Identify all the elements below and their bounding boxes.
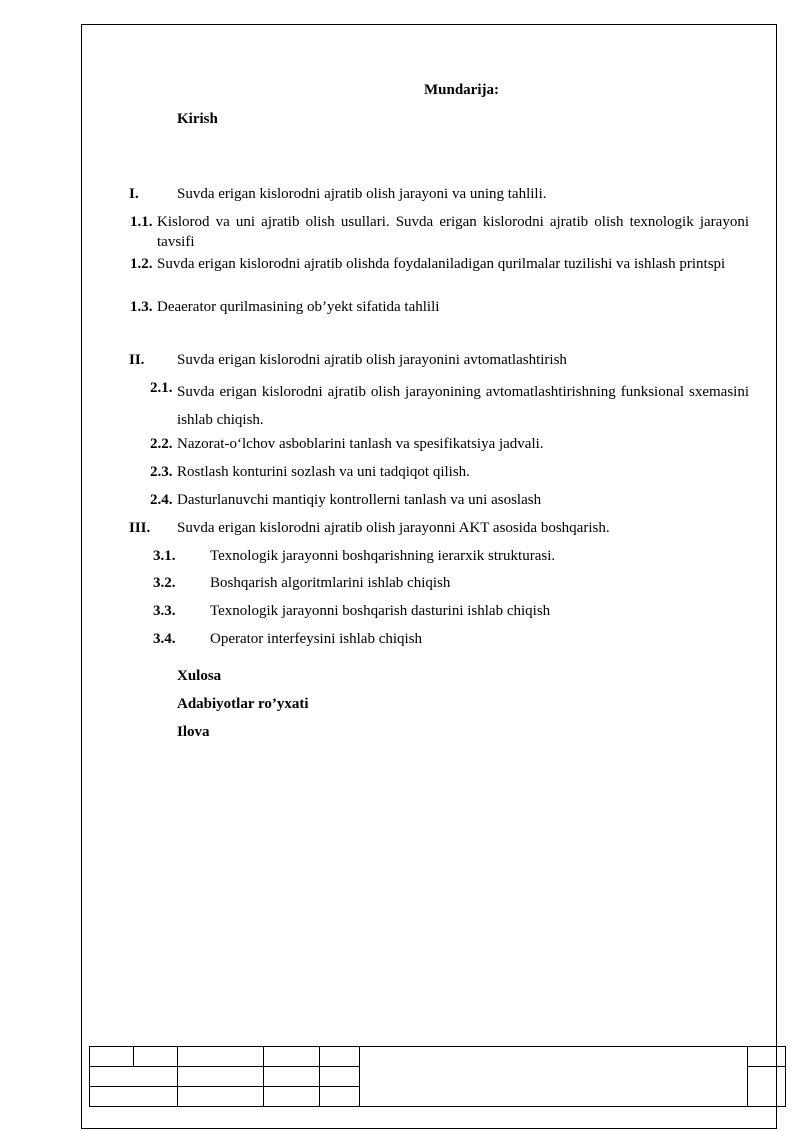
section-1-number: I.	[129, 186, 139, 202]
toc-intro: Kirish	[177, 111, 218, 127]
item-3-4-text: Operator interfeysini ishlab chiqish	[210, 631, 423, 647]
item-2-4-number: 2.4.	[150, 492, 173, 508]
item-1-2-text: Suvda erigan kislorodni ajratib olishda foydalaniladigan qurilmalar tuzilishi va ishlash printspi	[157, 256, 726, 272]
item-3-2-text: Boshqarish algoritmlarini ishlab chiqish	[210, 575, 451, 591]
item-1-2-number: 1.2.	[130, 256, 153, 272]
section-2-number: II.	[129, 352, 145, 368]
toc-references: Adabiyotlar ro’yxati	[177, 696, 309, 712]
section-1-title: Suvda erigan kislorodni ajratib olish jarayoni va uning tahlili.	[177, 186, 547, 202]
item-1-1-text: Kislorod va uni ajratib olish usullari. Suvda erigan kislorodni ajratib olish texnologik jarayoni tavsifi	[157, 214, 749, 250]
item-3-2-number: 3.2.	[153, 575, 176, 591]
item-3-1-number: 3.1.	[153, 548, 176, 564]
section-3-title: Suvda erigan kislorodni ajratib olish jarayonni AKT asosida boshqarish.	[177, 520, 610, 536]
item-1-3-number: 1.3.	[130, 299, 153, 315]
item-2-1-number: 2.1.	[150, 380, 173, 396]
toc-heading: Mundarija:	[424, 82, 499, 98]
toc-appendix: Ilova	[177, 724, 210, 740]
item-3-3-text: Texnologik jarayonni boshqarish dasturini ishlab chiqish	[210, 603, 551, 619]
item-1-3-text: Deaerator qurilmasining ob’yekt sifatida tahlili	[157, 299, 440, 315]
section-3-number: III.	[129, 520, 151, 536]
item-2-4-text: Dasturlanuvchi mantiqiy kontrollerni tanlash va uni asoslash	[177, 492, 542, 508]
item-2-3-text: Rostlash konturini sozlash va uni tadqiqot qilish.	[177, 464, 470, 480]
item-1-1-number: 1.1.	[130, 214, 153, 230]
section-2-title: Suvda erigan kislorodni ajratib olish jarayonini avtomatlashtirish	[177, 352, 567, 368]
item-2-2-number: 2.2.	[150, 436, 173, 452]
item-2-2-text: Nazorat-o‘lchov asboblarini tanlash va spesifikatsiya jadvali.	[177, 436, 544, 452]
item-2-3-number: 2.3.	[150, 464, 173, 480]
title-block	[89, 1046, 786, 1107]
toc-conclusion: Xulosa	[177, 668, 222, 684]
item-3-3-number: 3.3.	[153, 603, 176, 619]
item-2-1-text: Suvda erigan kislorodni ajratib olish jarayonining avtomatlashtirishning funksional sxemasini ishlab chiqish.	[177, 384, 749, 428]
item-3-4-number: 3.4.	[153, 631, 176, 647]
item-3-1-text: Texnologik jarayonni boshqarishning ierarxik strukturasi.	[210, 548, 556, 564]
